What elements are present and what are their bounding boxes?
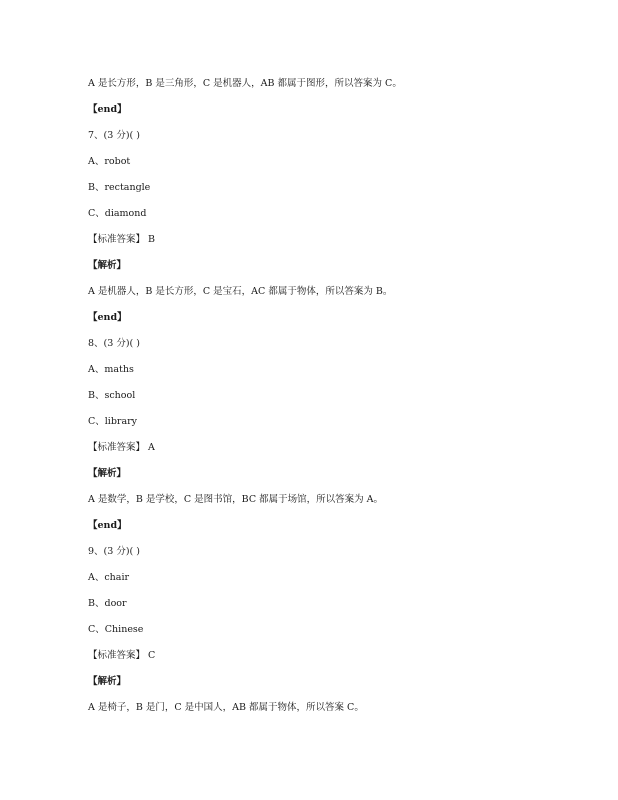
question-9-option-b: B、door xyxy=(88,598,127,609)
question-8-explanation: A 是数学，B 是学校，C 是图书馆，BC 都属于场馆，所以答案为 A。 xyxy=(88,494,383,505)
question-9-header: 9、(3 分)( ) xyxy=(88,546,140,557)
question-8-option-a: A、maths xyxy=(88,364,134,375)
question-7-option-a: A、robot xyxy=(88,156,131,167)
question-9-analysis-label: 【解析】 xyxy=(88,676,127,687)
end-marker-q8: 【end】 xyxy=(88,520,127,531)
document-page xyxy=(88,71,568,721)
question-8-option-c: C、library xyxy=(88,416,138,427)
question-7-explanation: A 是机器人，B 是长方形，C 是宝石，AC 都属于物体，所以答案为 B。 xyxy=(88,286,393,297)
question-7-option-b: B、rectangle xyxy=(88,182,151,193)
explanation-text-q6: A 是长方形，B 是三角形，C 是机器人，AB 都属于图形，所以答案为 C。 xyxy=(88,78,402,89)
question-9-option-a: A、chair xyxy=(88,572,130,583)
question-7-analysis-label: 【解析】 xyxy=(88,260,127,271)
question-7-answer: 【标准答案】 B xyxy=(88,234,156,245)
question-8-header: 8、(3 分)( ) xyxy=(88,338,140,349)
question-8-option-b: B、school xyxy=(88,390,136,401)
question-7-option-c: C、diamond xyxy=(88,208,147,219)
question-9-option-c: C、Chinese xyxy=(88,624,144,635)
end-marker-q7: 【end】 xyxy=(88,312,127,323)
question-8-answer: 【标准答案】 A xyxy=(88,442,155,453)
question-8-analysis-label: 【解析】 xyxy=(88,468,127,479)
question-7-header: 7、(3 分)( ) xyxy=(88,130,140,141)
question-9-answer: 【标准答案】 C xyxy=(88,650,156,661)
end-marker-q6: 【end】 xyxy=(88,104,127,115)
question-9-explanation: A 是椅子，B 是门，C 是中国人，AB 都属于物体，所以答案 C。 xyxy=(88,702,364,713)
